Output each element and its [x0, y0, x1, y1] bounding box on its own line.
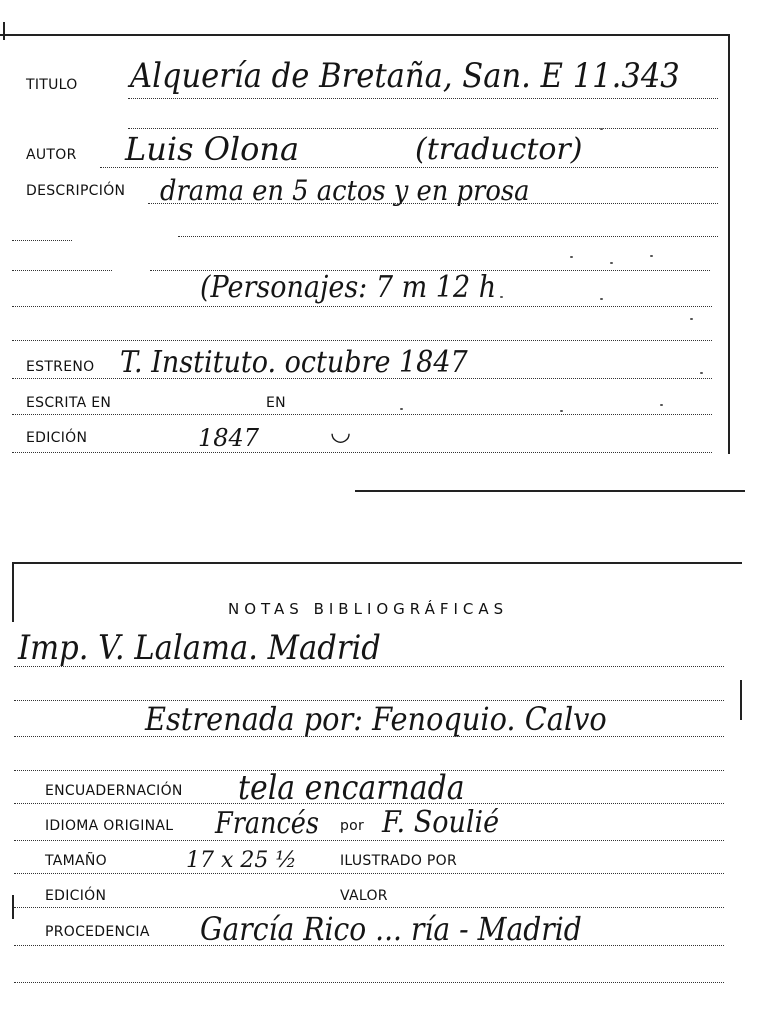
note-line-1: Imp. V. Lalama. Madrid: [18, 628, 381, 668]
valor-label: VALOR: [340, 888, 388, 904]
ilustrado-por-label: ILUSTRADO POR: [340, 853, 457, 869]
estreno-rule: [12, 378, 712, 379]
speck: [600, 128, 603, 130]
encuadernacion-rule: [14, 803, 724, 804]
idioma-original-value: Francés: [215, 806, 319, 841]
top-card-bottom-edge: [355, 490, 745, 492]
autor-label: AUTOR: [26, 147, 77, 163]
escrita-en-en-label: EN: [266, 395, 286, 411]
blank-rule-1: [12, 240, 72, 241]
bottom-card-right-edge: [740, 680, 742, 720]
note-line-2: Estrenada por: Fenoquio. Calvo: [145, 700, 607, 738]
encuadernacion-value: tela encarnada: [238, 768, 465, 808]
idioma-original-label: IDIOMA ORIGINAL: [45, 818, 174, 834]
speck: [500, 296, 503, 298]
ink-curve-mark: ◡: [330, 418, 351, 446]
speck: [570, 256, 573, 258]
autor-rule: [100, 167, 718, 168]
blank-rule-4: [12, 340, 712, 341]
por-value: F. Soulié: [382, 805, 500, 840]
notas-heading: NOTAS BIBLIOGRÁFICAS: [228, 600, 509, 618]
tamano-value: 17 x 25 ½: [186, 848, 297, 873]
top-card-left-tick: [3, 22, 5, 40]
blank-rule-2: [12, 270, 112, 271]
escrita-en-label: ESCRITA EN: [26, 395, 112, 411]
tamano-label: TAMAÑO: [45, 853, 107, 869]
por-label: por: [340, 818, 365, 834]
descripcion-label: DESCRIPCIÓN: [26, 183, 126, 199]
note-rule-3: [14, 736, 724, 737]
descripcion-rule: [148, 203, 718, 204]
top-card-top-edge: [0, 34, 730, 36]
procedencia-rule: [14, 945, 724, 946]
blank-rule-bottom: [14, 982, 724, 983]
titulo-label: TITULO: [26, 77, 78, 93]
estreno-value: T. Instituto. octubre 1847: [120, 345, 468, 380]
titulo-rule-2: [128, 128, 718, 129]
personajes-value: (Personajes: 7 m 12 h: [200, 270, 497, 305]
autor-value: Luis Olona: [125, 130, 300, 168]
speck: [650, 255, 653, 257]
estreno-label: ESTRENO: [26, 359, 95, 375]
tamano-rule: [14, 873, 724, 874]
edicion-value: 1847: [198, 424, 260, 452]
bottom-card-left-edge: [12, 562, 14, 622]
top-card-right-edge: [728, 34, 730, 454]
titulo-value: Alquería de Bretaña, San. E 11.343: [130, 56, 680, 96]
speck: [610, 262, 613, 264]
autor-note: (traductor): [415, 132, 583, 167]
speck: [600, 298, 603, 300]
descripcion-rule-2: [178, 236, 718, 237]
edicion-bottom-rule: [14, 907, 724, 908]
speck: [700, 372, 703, 374]
speck: [690, 318, 693, 320]
edicion-rule: [12, 452, 712, 453]
edicion-label: EDICIÓN: [26, 430, 88, 446]
bottom-card-top-edge: [12, 562, 742, 564]
encuadernacion-label: ENCUADERNACIÓN: [45, 783, 183, 799]
speck: [400, 408, 403, 410]
idioma-original-rule: [14, 840, 724, 841]
personajes-rule: [12, 306, 712, 307]
speck: [660, 404, 663, 406]
procedencia-value: García Rico ... ría - Madrid: [200, 910, 582, 948]
escrita-en-rule: [12, 414, 712, 415]
descripcion-value: drama en 5 actos y en prosa: [160, 174, 530, 207]
titulo-rule: [128, 98, 718, 99]
speck: [560, 410, 563, 412]
procedencia-label: PROCEDENCIA: [45, 924, 150, 940]
edicion-bottom-label: EDICIÓN: [45, 888, 107, 904]
note-rule-1: [14, 666, 724, 667]
